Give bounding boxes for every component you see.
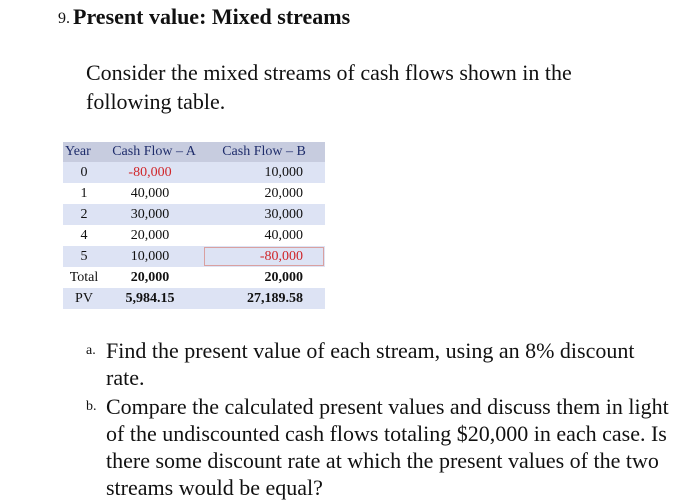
cell-cash-flow-a: -80,000 (128, 164, 172, 180)
part-b-text: Compare the calculated present values and discuss them in light of the undiscounted cash flows totaling $20,000 in each case. Is there some discount rate at which the present values of the two streams would be equal? (106, 394, 669, 500)
cell-year: 5 (80, 248, 88, 264)
cell-year: 4 (80, 227, 88, 243)
cell-year: 1 (80, 185, 88, 201)
cell-cash-flow-a: 20,000 (130, 269, 170, 285)
cell-cash-flow-b: 20,000 (264, 269, 303, 285)
question-number: 9. (58, 10, 70, 27)
part-b (86, 393, 676, 501)
cell-cash-flow-a: 10,000 (130, 248, 170, 264)
cell-cash-flow-b: 20,000 (264, 185, 303, 201)
question-header (58, 4, 350, 30)
cell-cash-flow-a: 30,000 (130, 206, 170, 222)
table-row-pv (63, 288, 325, 309)
question-title: Present value: Mixed streams (73, 4, 351, 29)
cell-cash-flow-a: 5,984.15 (125, 290, 175, 306)
table-row (63, 183, 325, 204)
header-cash-flow-b: Cash Flow – B (222, 144, 306, 159)
part-a (86, 337, 676, 391)
part-a-marker: a. (86, 343, 96, 358)
cell-year: 2 (80, 206, 88, 222)
intro-text: Consider the mixed streams of cash flows shown in the following table. (86, 60, 572, 114)
table-row (63, 204, 325, 225)
header-year: Year (65, 144, 91, 159)
cell-year: PV (75, 290, 93, 306)
part-a-text: Find the present value of each stream, using an 8% discount rate. (106, 338, 635, 390)
question-parts (86, 337, 676, 501)
cell-cash-flow-a: 40,000 (130, 185, 170, 201)
cell-cash-flow-b: 30,000 (264, 206, 303, 222)
cash-flow-table (63, 142, 325, 309)
table-row (63, 246, 325, 267)
cell-cash-flow-b: 40,000 (264, 227, 303, 243)
cell-year: Total (69, 269, 99, 285)
table-row (63, 162, 325, 183)
cell-cash-flow-a: 20,000 (130, 227, 170, 243)
cell-year: 0 (80, 164, 88, 180)
table-row-total (63, 267, 325, 288)
cell-cash-flow-b: 10,000 (264, 164, 303, 180)
cell-cash-flow-b: -80,000 (203, 246, 325, 267)
header-cash-flow-a: Cash Flow – A (112, 144, 196, 159)
table-row (63, 225, 325, 246)
table-header-row (63, 142, 325, 162)
part-b-marker: b. (86, 399, 97, 414)
cell-cash-flow-b: 27,189.58 (247, 290, 303, 306)
